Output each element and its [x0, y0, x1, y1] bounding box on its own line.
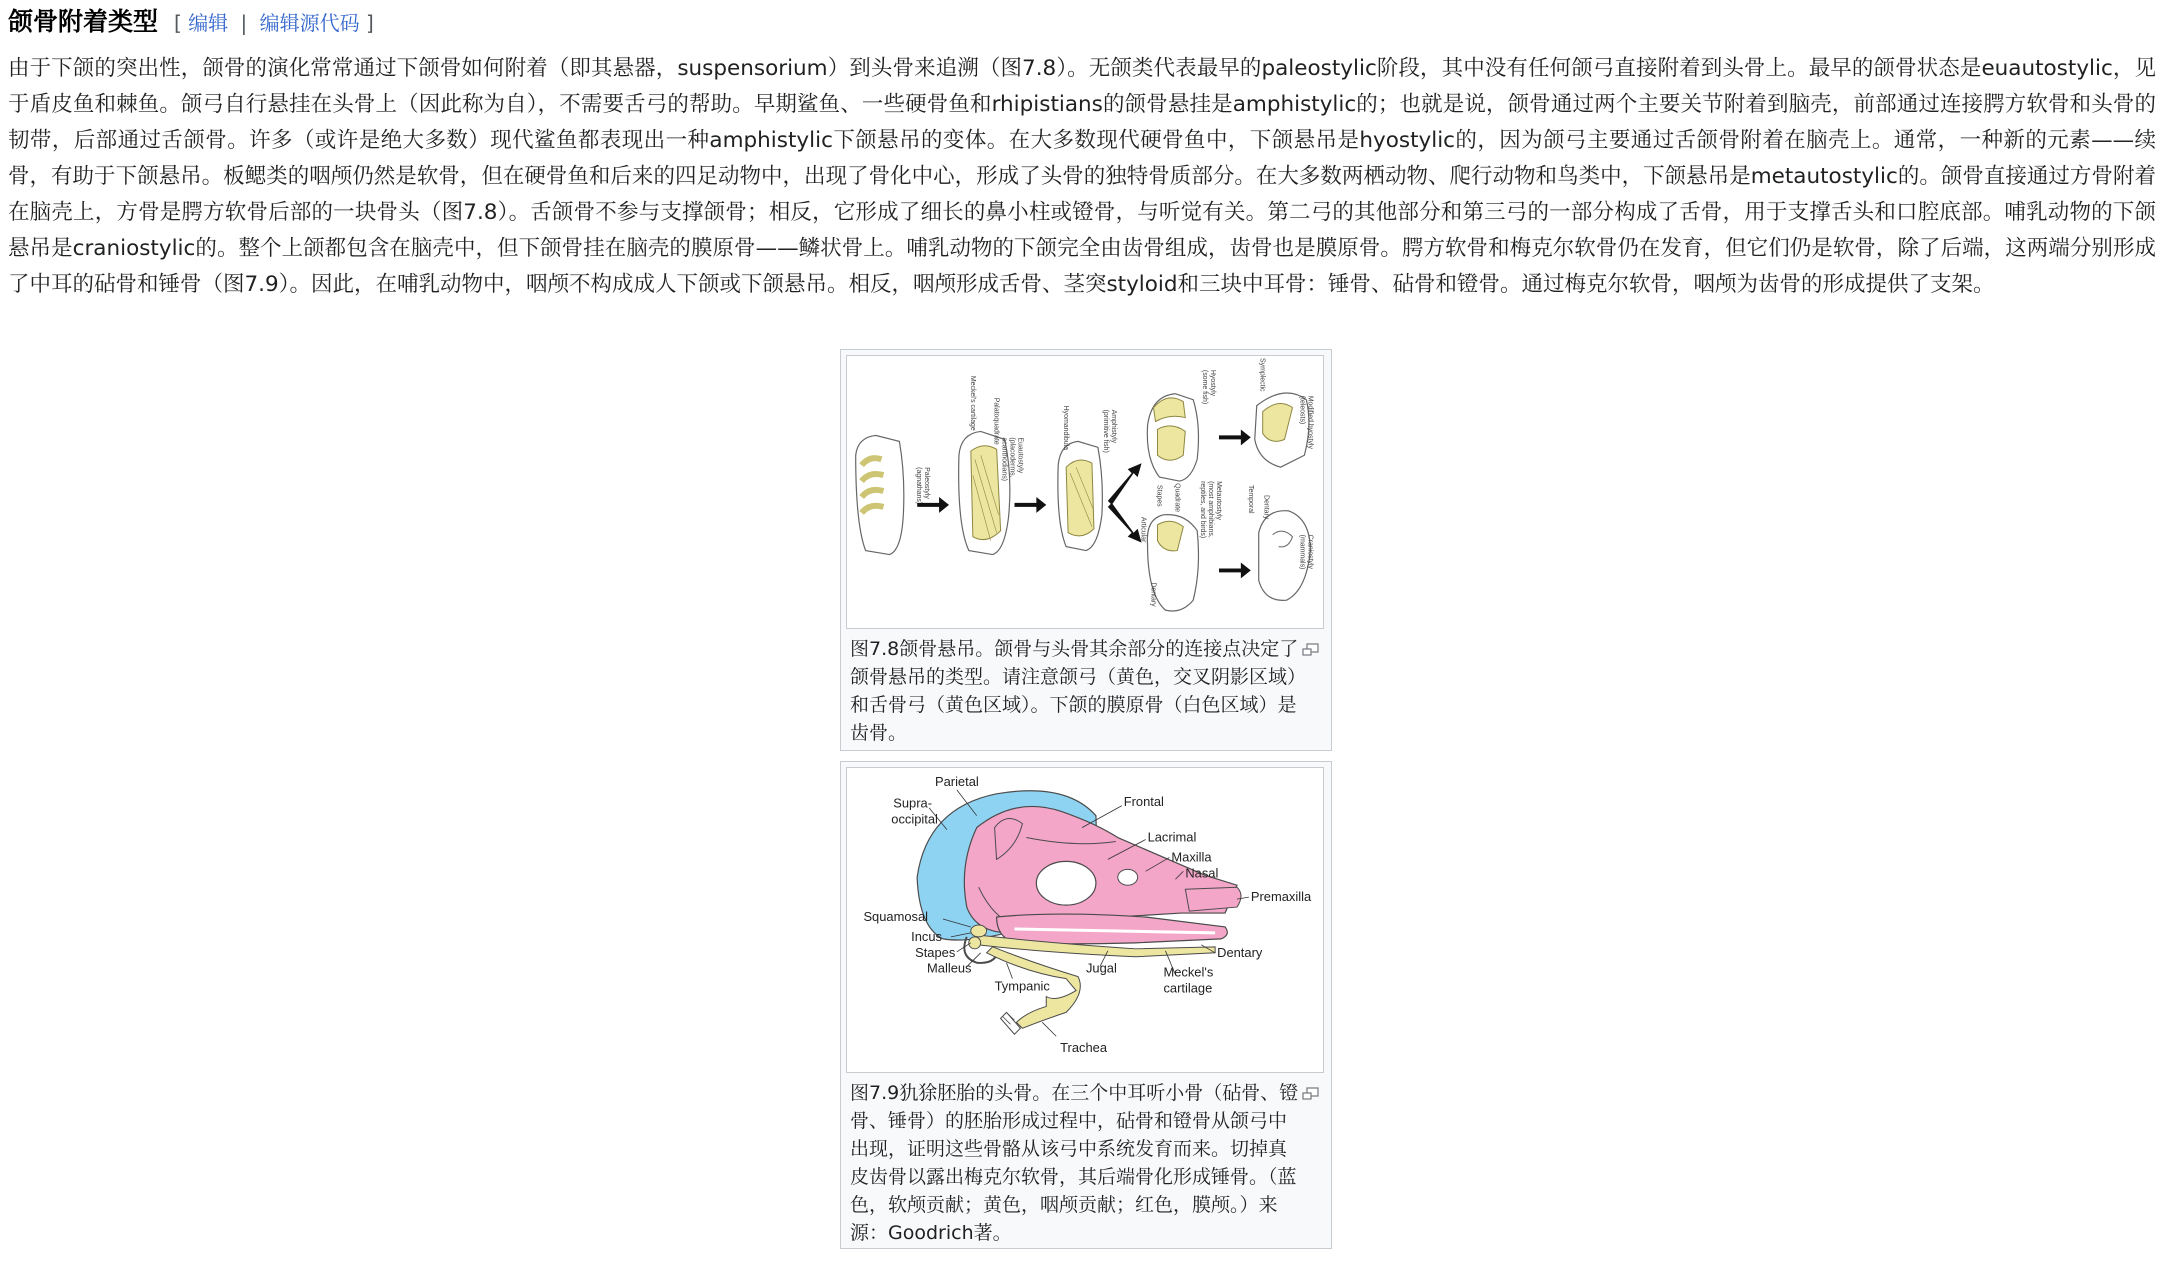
- amphistyly-skull: [1058, 441, 1103, 550]
- label-euautostyly: Euautostyly: [1016, 437, 1024, 474]
- paleostyly-skull: [856, 435, 904, 554]
- label-amphistyly-sub: (primitive fish): [1101, 409, 1109, 453]
- section-title: 颌骨附着类型: [8, 7, 159, 36]
- figure-7-8: [840, 349, 1332, 751]
- figure-7-9-caption-text: 图7.9犰狳胚胎的头骨。在三个中耳听小骨（砧骨、镫骨、锤骨）的胚胎形成过程中，砧骨和镫骨从颌弓中出现，证明这些骨骼从该弓中系统发育而来。切掉真皮齿骨以露出梅克尔软骨，其后端骨化形成锤骨。（蓝色，软颅贡献；黄色，咽颅贡献；红色，膜颅。）来源：Goodrich著。: [850, 1082, 1299, 1244]
- section-heading: [8, 2, 374, 36]
- label-amphistyly: Amphistyly: [1109, 409, 1117, 444]
- label-dentary-right: Dentary: [1262, 494, 1270, 520]
- label-euautostyly-sub2: acanthodians): [1000, 437, 1008, 481]
- label-tympanic: Tympanic: [994, 978, 1050, 994]
- label-articular: Articular: [1139, 516, 1147, 543]
- label-craniostyly-sub: (mammals): [1298, 534, 1306, 570]
- label-incus: Incus: [911, 928, 943, 944]
- label-paleostyly-sub: (agnathans): [915, 467, 923, 505]
- label-frontal: Frontal: [1123, 793, 1164, 809]
- figure-7-8-caption-text: 图7.8颌骨悬吊。颌骨与头骨其余部分的连接点决定了颌骨悬吊的类型。请注意颌弓（黄色，交叉阴影区域）和舌骨弓（黄色区域）。下颌的膜原骨（白色区域）是齿骨。: [850, 638, 1299, 744]
- label-paleostyly: Paleostyly: [923, 467, 931, 499]
- label-meckels: Meckel's: [1163, 964, 1214, 980]
- edit-separator: |: [240, 11, 248, 35]
- orbit: [1036, 861, 1096, 905]
- label-metautostyly-sub2: reptiles, and birds): [1199, 481, 1207, 539]
- figure-7-8-image[interactable]: [846, 355, 1324, 629]
- edit-bracket-open: [: [174, 11, 182, 35]
- label-meckels-cartilage: Meckel's cartilage: [968, 375, 976, 431]
- arrow-up: [1108, 463, 1142, 505]
- label-supra: Supra-: [893, 795, 933, 811]
- figure-7-8-caption: [846, 629, 1326, 749]
- figure-7-9: [840, 761, 1332, 1249]
- label-parietal: Parietal: [934, 773, 979, 789]
- incus-shape: [971, 925, 987, 937]
- label-trachea: Trachea: [1060, 1040, 1108, 1056]
- label-euautostyly-sub: (placoderms,: [1008, 437, 1016, 478]
- label-nasal: Nasal: [1185, 865, 1219, 881]
- label-occipital: occipital: [891, 811, 938, 827]
- label-hyostyly: Hyostyly: [1209, 369, 1217, 397]
- arrow-3: [1219, 429, 1251, 445]
- figure-7-9-caption: [846, 1073, 1326, 1249]
- arrow-4: [1219, 562, 1251, 578]
- label-metautostyly-sub: (most amphibians,: [1207, 481, 1215, 538]
- edit-section-links: [174, 7, 374, 36]
- label-dentary-left: Dentary: [1149, 582, 1157, 607]
- edit-source-link[interactable]: 编辑源代码: [259, 11, 360, 35]
- label-metautostyly: Metautostyly: [1215, 481, 1223, 521]
- jaw-suspension-diagram: [847, 356, 1323, 628]
- label-stapes: Stapes: [1155, 485, 1163, 507]
- magnify-clip-icon[interactable]: [1302, 1081, 1320, 1095]
- label-symplectic: Symplectic: [1258, 357, 1266, 392]
- label-stapes: Stapes: [915, 944, 956, 960]
- magnify-clip-icon[interactable]: [1302, 637, 1320, 651]
- label-quadrate: Quadrate: [1173, 483, 1181, 513]
- body-paragraph: 由于下颌的突出性，颌骨的演化常常通过下颌骨如何附着（即其悬器，suspensorium）到头骨来追溯（图7.8）。无颌类代表最早的paleostylic阶段，其中没有任何颌弓直接附着到头骨上。最早的颌骨状态是euautostylic，见于盾皮鱼和棘鱼。颌弓自行悬挂在头骨上（因此称为自），不需要舌弓的帮助。早期鲨鱼、一些硬骨鱼和rhipistians的颌骨悬挂是amphistylic的；也就是说，颌骨通过两个主要关节附着到脑壳，前部通过连接腭方软骨和头骨的韧带，后部通过舌颌骨。许多（或许是绝大多数）现代鲨鱼都表现出一种amphistylic下颌悬吊的变体。在大多数现代硬骨鱼中，下颌悬吊是hyostylic的，因为颌弓主要通过舌颌骨附着在脑壳上。通常，一种新的元素——续骨，有助于下颌悬吊。板鳃类的咽颅仍然是软骨，但在硬骨鱼和后来的四足动物中，出现了骨化中心，形成了头骨的独特骨质部分。在大多数两栖动物、爬行动物和鸟类中，下颌悬吊是metautostylic的。颌骨直接通过方骨附着在脑壳上，方骨是腭方软骨后部的一块骨头（图7.8）。舌颌骨不参与支撑颌骨；相反，它形成了细长的鼻小柱或镫骨，与听觉有关。第二弓的其他部分和第三弓的一部分构成了舌骨，用于支撑舌头和口腔底部。哺乳动物的下颌悬吊是craniostylic的。整个上颌都包含在脑壳中，但下颌骨挂在脑壳的膜原骨——鳞状骨上。哺乳动物的下颌完全由齿骨组成，齿骨也是膜原骨。腭方软骨和梅克尔软骨仍在发育，但它们仍是软骨，除了后端，这两端分别形成了中耳的砧骨和锤骨（图7.9）。因此，在哺乳动物中，咽颅不构成成人下颌或下颌悬吊。相反，咽颅形成舌骨、茎突styloid和三块中耳骨：锤骨、砧骨和镫骨。通过梅克尔软骨，咽颅为齿骨的形成提供了支架。: [8, 56, 2156, 297]
- label-premaxilla: Premaxilla: [1250, 889, 1312, 905]
- edit-bracket-close: ]: [366, 11, 374, 35]
- arrow-2: [1015, 497, 1047, 513]
- label-squamosal: Squamosal: [863, 908, 929, 924]
- figure-7-9-image[interactable]: [846, 767, 1324, 1073]
- label-cartilage: cartilage: [1163, 980, 1213, 996]
- label-temporal: Temporal: [1246, 485, 1254, 514]
- label-dentary: Dentary: [1217, 944, 1263, 960]
- arrow-down: [1108, 503, 1142, 543]
- label-jugal: Jugal: [1085, 960, 1117, 976]
- label-modified-hyostyly-sub: (teleosts): [1298, 395, 1306, 425]
- edit-link[interactable]: 编辑: [188, 11, 229, 35]
- label-hyomandibula: Hyomandibula: [1062, 405, 1070, 450]
- label-modified-hyostyly: Modified hyostyly: [1306, 395, 1314, 449]
- label-lacrimal: Lacrimal: [1147, 829, 1197, 845]
- hyostyly-skull: [1147, 394, 1198, 481]
- label-malleus: Malleus: [927, 960, 972, 976]
- label-hyostyly-sub: (some fish): [1201, 369, 1209, 405]
- label-craniostyly: Craniostyly: [1306, 534, 1314, 569]
- armadillo-skull-diagram: [847, 768, 1323, 1072]
- label-palatoquadrate: Palatoquadrate: [992, 397, 1000, 445]
- label-maxilla: Maxilla: [1171, 849, 1212, 865]
